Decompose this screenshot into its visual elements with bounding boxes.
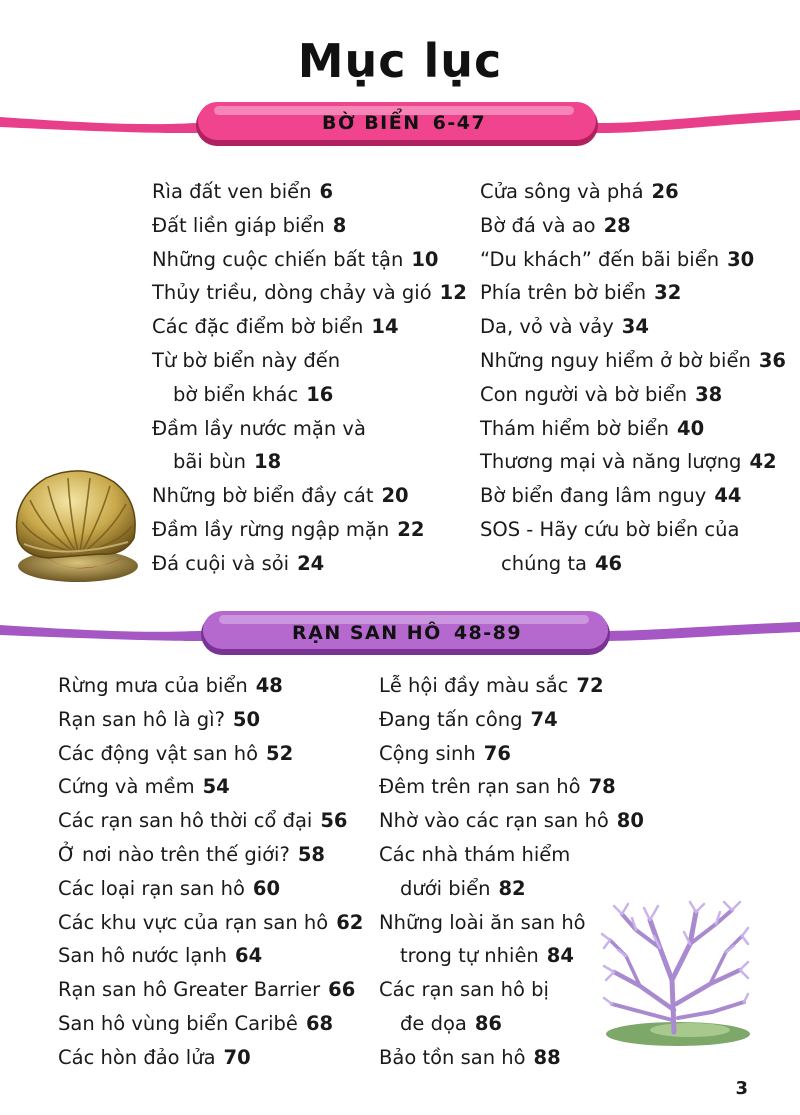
toc-item[interactable] bbox=[480, 513, 786, 547]
toc-item-title: Đất liền giáp biển bbox=[152, 213, 325, 237]
toc-item[interactable] bbox=[152, 175, 467, 209]
toc-item[interactable] bbox=[152, 209, 467, 243]
toc-item-title: Lễ hội đầy màu sắc bbox=[379, 674, 569, 697]
toc-item-page: 16 bbox=[306, 382, 334, 406]
toc-item[interactable] bbox=[152, 412, 467, 446]
toc-item-title: San hô nước lạnh bbox=[58, 944, 228, 968]
toc-item-page: 70 bbox=[223, 1045, 251, 1069]
toc-item[interactable] bbox=[480, 344, 786, 378]
toc-item-continuation[interactable] bbox=[152, 378, 467, 412]
toc-item[interactable] bbox=[152, 276, 467, 310]
toc-item-title: Đá cuội và sỏi bbox=[152, 551, 290, 575]
toc-item-title: chúng ta bbox=[501, 551, 587, 575]
toc-item-page: 26 bbox=[651, 180, 679, 203]
toc-item[interactable] bbox=[152, 344, 467, 378]
toc-item-page: 10 bbox=[411, 247, 439, 271]
toc-item[interactable] bbox=[379, 669, 644, 703]
toc-item-title: Phía trên bờ biển bbox=[480, 281, 647, 305]
toc-item[interactable] bbox=[480, 479, 786, 513]
toc-item-title: Rìa đất ven biển bbox=[152, 180, 312, 203]
toc-item[interactable] bbox=[379, 703, 644, 737]
toc-item-title: Các loại rạn san hô bbox=[58, 876, 245, 900]
toc-item[interactable] bbox=[58, 838, 363, 872]
toc-item-title: Những nguy hiểm ở bờ biển bbox=[480, 348, 751, 372]
toc-item-page: 82 bbox=[498, 876, 526, 900]
toc-column-bo-bien-right bbox=[480, 175, 786, 581]
toc-item[interactable] bbox=[480, 175, 786, 209]
toc-item-page: 62 bbox=[336, 910, 364, 934]
toc-item-page: 42 bbox=[749, 450, 777, 474]
toc-item[interactable] bbox=[152, 479, 467, 513]
toc-item-title: Các nhà thám hiểm bbox=[379, 842, 571, 866]
toc-item-page: 32 bbox=[654, 281, 682, 305]
toc-item-page: 80 bbox=[616, 809, 644, 833]
toc-item-title: Các rạn san hô bị bbox=[379, 978, 549, 1002]
toc-item-page: 72 bbox=[576, 674, 604, 697]
toc-item-page: 6 bbox=[319, 180, 334, 203]
toc-item-page: 30 bbox=[727, 247, 755, 271]
toc-item-page: 64 bbox=[235, 944, 263, 968]
section-title-text: BỜ BIỂN bbox=[322, 112, 421, 134]
toc-item-title: Các rạn san hô thời cổ đại bbox=[58, 809, 313, 833]
toc-item-title: Thủy triều, dòng chảy và gió bbox=[152, 281, 432, 305]
toc-item[interactable] bbox=[152, 310, 467, 344]
toc-item-title: Bảo tồn san hô bbox=[379, 1045, 526, 1069]
toc-item-page: 74 bbox=[530, 707, 558, 731]
toc-item-page: 24 bbox=[297, 551, 325, 575]
toc-item-title: Các hòn đảo lửa bbox=[58, 1045, 216, 1069]
toc-item[interactable] bbox=[480, 445, 786, 479]
toc-item-title: bãi bùn bbox=[173, 450, 247, 474]
toc-item-page: 44 bbox=[714, 484, 742, 508]
toc-item-page: 86 bbox=[474, 1011, 502, 1035]
toc-item-title: “Du khách” đến bãi biển bbox=[480, 247, 720, 271]
toc-item[interactable] bbox=[58, 737, 363, 771]
toc-column-ran-san-ho-left bbox=[58, 669, 363, 1075]
toc-item-continuation[interactable] bbox=[480, 547, 786, 581]
page-title: Mục lục bbox=[297, 34, 503, 88]
toc-item[interactable] bbox=[379, 804, 644, 838]
toc-item[interactable] bbox=[58, 1007, 363, 1041]
toc-item-title: Đầm lầy nước mặn và bbox=[152, 416, 366, 440]
toc-item-page: 36 bbox=[758, 348, 786, 372]
toc-item-title: San hô vùng biển Caribê bbox=[58, 1011, 298, 1035]
toc-item-page: 68 bbox=[305, 1011, 334, 1035]
toc-item[interactable] bbox=[58, 1041, 363, 1075]
toc-item-page: 54 bbox=[202, 775, 230, 799]
coral-illustration bbox=[600, 900, 750, 1050]
toc-item[interactable] bbox=[58, 939, 363, 973]
toc-item-title: Những bờ biển đầy cát bbox=[152, 484, 374, 508]
toc-item-page: 14 bbox=[371, 315, 399, 339]
toc-item-page: 60 bbox=[252, 876, 281, 900]
toc-item[interactable] bbox=[58, 770, 363, 804]
toc-item-page: 66 bbox=[328, 978, 356, 1002]
toc-item[interactable] bbox=[480, 378, 786, 412]
toc-item-page: 22 bbox=[397, 517, 425, 541]
toc-item[interactable] bbox=[58, 703, 363, 737]
toc-item-title: Các động vật san hô bbox=[58, 741, 259, 765]
toc-item-page: 12 bbox=[439, 281, 467, 305]
page-number: 3 bbox=[735, 1078, 748, 1099]
toc-item-page: 50 bbox=[232, 707, 261, 731]
toc-item[interactable] bbox=[152, 243, 467, 277]
toc-item-page: 20 bbox=[381, 484, 409, 508]
toc-item-title: đe dọa bbox=[400, 1011, 467, 1035]
section-page-range: 6-47 bbox=[432, 112, 487, 134]
toc-item-title: Cứng và mềm bbox=[58, 775, 195, 799]
toc-item-title: Đêm trên rạn san hô bbox=[379, 775, 581, 799]
toc-item-page: 88 bbox=[533, 1045, 561, 1069]
toc-item[interactable] bbox=[379, 838, 644, 872]
toc-item[interactable] bbox=[58, 906, 363, 940]
section-title bbox=[322, 100, 486, 146]
toc-item-title: Cộng sinh bbox=[379, 741, 476, 765]
toc-item-title: Những loài ăn san hô bbox=[379, 910, 586, 934]
toc-item-title: Các đặc điểm bờ biển bbox=[152, 315, 364, 339]
toc-item[interactable] bbox=[379, 770, 644, 804]
toc-item-page: 84 bbox=[546, 944, 574, 968]
toc-item-title: dưới biển bbox=[400, 876, 491, 900]
toc-item[interactable] bbox=[58, 872, 363, 906]
toc-item-continuation[interactable] bbox=[152, 445, 467, 479]
toc-item-title: bờ biển khác bbox=[173, 382, 299, 406]
toc-item-page: 76 bbox=[483, 741, 511, 765]
toc-item-page: 18 bbox=[254, 450, 282, 474]
toc-item-title: Bờ biển đang lâm nguy bbox=[480, 484, 707, 508]
toc-item[interactable] bbox=[480, 276, 786, 310]
toc-item[interactable] bbox=[152, 513, 467, 547]
toc-item-title: Đầm lầy rừng ngập mặn bbox=[152, 517, 390, 541]
toc-item-page: 34 bbox=[621, 315, 649, 339]
toc-item[interactable] bbox=[480, 243, 786, 277]
toc-item-page: 58 bbox=[297, 842, 325, 866]
toc-item-title: Rừng mưa của biển bbox=[58, 674, 248, 697]
toc-item-page: 48 bbox=[255, 674, 283, 697]
toc-item-title: Ở nơi nào trên thế giới? bbox=[58, 842, 290, 866]
toc-item-title: Những cuộc chiến bất tận bbox=[152, 247, 404, 271]
section-title bbox=[292, 610, 522, 656]
toc-item-title: Con người và bờ biển bbox=[480, 382, 688, 406]
toc-item[interactable] bbox=[58, 804, 363, 838]
seashell-illustration bbox=[4, 460, 144, 595]
toc-item-title: Da, vỏ và vảy bbox=[480, 315, 614, 339]
toc-item-page: 40 bbox=[677, 416, 705, 440]
toc-item-page: 46 bbox=[594, 551, 623, 575]
toc-item-page: 8 bbox=[332, 213, 347, 237]
section-title-text: RẠN SAN HÔ bbox=[292, 622, 442, 644]
toc-item-page: 78 bbox=[588, 775, 616, 799]
toc-item[interactable] bbox=[480, 209, 786, 243]
toc-item-title: Thương mại và năng lượng bbox=[480, 450, 742, 474]
toc-item-title: SOS - Hãy cứu bờ biển của bbox=[480, 517, 740, 541]
toc-item-page: 28 bbox=[603, 213, 631, 237]
toc-item-title: Bờ đá và ao bbox=[480, 213, 596, 237]
toc-item-page: 52 bbox=[266, 741, 294, 765]
toc-item-title: Rạn san hô là gì? bbox=[58, 707, 225, 731]
toc-column-bo-bien-left bbox=[152, 175, 467, 581]
toc-item-page: 56 bbox=[320, 809, 348, 833]
toc-item-title: trong tự nhiên bbox=[400, 944, 539, 968]
section-header-bo-bien bbox=[0, 100, 800, 160]
toc-item-title: Đang tấn công bbox=[379, 707, 523, 731]
toc-item-title: Thám hiểm bờ biển bbox=[480, 416, 670, 440]
toc-item-title: Rạn san hô Greater Barrier bbox=[58, 978, 321, 1002]
section-page-range: 48-89 bbox=[453, 622, 523, 644]
toc-item-title: Từ bờ biển này đến bbox=[152, 348, 341, 372]
toc-item[interactable] bbox=[58, 669, 363, 703]
toc-item-page: 38 bbox=[695, 382, 723, 406]
toc-item[interactable] bbox=[480, 310, 786, 344]
section-header-ran-san-ho bbox=[0, 608, 800, 668]
toc-item[interactable] bbox=[480, 412, 786, 446]
toc-item-title: Cửa sông và phá bbox=[480, 180, 644, 203]
toc-item-title: Các khu vực của rạn san hô bbox=[58, 910, 329, 934]
toc-item[interactable] bbox=[152, 547, 467, 581]
toc-item[interactable] bbox=[379, 737, 644, 771]
toc-item[interactable] bbox=[58, 973, 363, 1007]
toc-item-title: Nhờ vào các rạn san hô bbox=[379, 809, 609, 833]
